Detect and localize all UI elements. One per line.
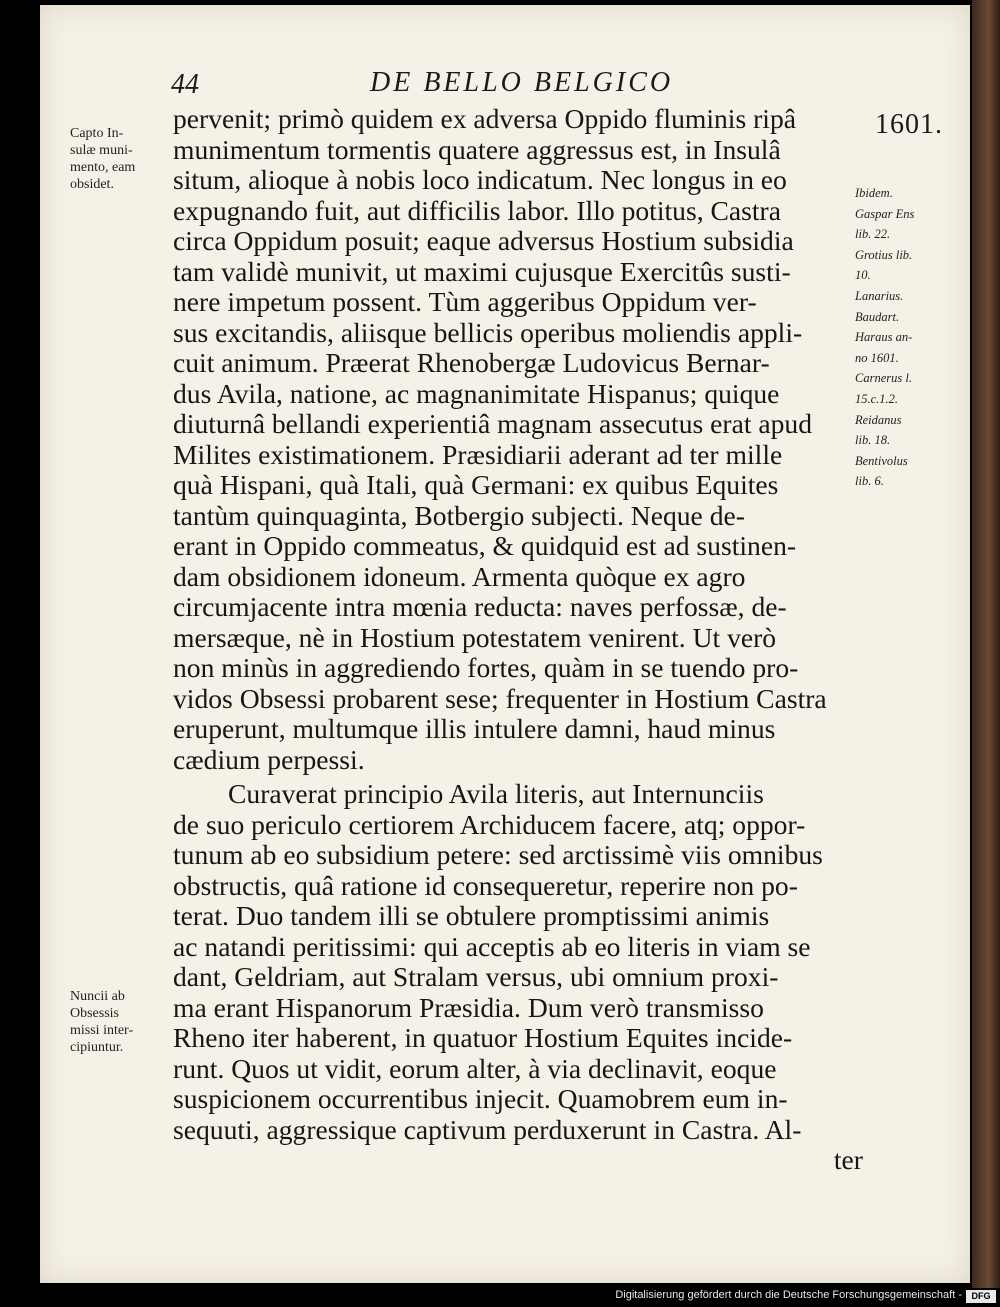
- text-line: quà Hispani, quà Itali, quà Germani: ex quibus Equites: [173, 469, 779, 500]
- citation-line: lib. 18.: [855, 433, 891, 448]
- margin-note-line: obsidet.: [70, 177, 114, 192]
- text-line: circa Oppidum posuit; eaque adversus Hostium subsidia: [173, 225, 794, 256]
- citation-line: Ibidem.: [855, 186, 893, 200]
- running-head-title: DE BELLO BELGICO: [370, 67, 674, 98]
- margin-note-line: missi inter-: [70, 1023, 134, 1038]
- text-line: ma erant Hispanorum Præsidia. Dum verò transmisso: [173, 991, 764, 1023]
- citation-line: Reidanus: [855, 412, 902, 427]
- margin-note-line: Capto In-: [70, 126, 124, 141]
- margin-note-line: Obsessis: [70, 1006, 120, 1021]
- text-line: suspicionem occurrentibus injecit. Quamobrem eum in-: [173, 1083, 788, 1114]
- text-line: Milites existimationem. Præsidiarii aderant ad ter mille: [173, 438, 783, 470]
- text-line: Curaverat principio Avila literis, aut Internunciis: [228, 778, 764, 809]
- text-line: dant, Geldriam, aut Stralam versus, ubi omnium proxi-: [173, 961, 779, 992]
- footer-bar: [0, 1288, 1000, 1307]
- citation-line: Baudart.: [855, 309, 900, 324]
- text-line: cædium perpessi.: [173, 743, 365, 775]
- text-line: expugnando fuit, aut difficilis labor. Illo potitus, Castra: [173, 194, 781, 226]
- running-header: [40, 65, 970, 105]
- margin-note-line: sulæ muni-: [70, 143, 133, 158]
- citation-line: Gaspar Ens: [855, 206, 915, 221]
- book-edge: [972, 0, 1000, 1290]
- citation-line: 10.: [855, 268, 871, 283]
- margin-citations: [855, 183, 955, 492]
- text-line: dam obsidionem idoneum. Armenta quòque ex agro: [173, 560, 746, 592]
- citation-line: lib. 22.: [855, 227, 891, 242]
- book-page: [40, 5, 970, 1283]
- citation-line: no 1601.: [855, 350, 899, 365]
- text-line: terat. Duo tandem illi se obtulere promptissimi animis: [173, 900, 770, 931]
- margin-note-line: Nuncii ab: [70, 989, 125, 1004]
- text-line: sus excitandis, aliisque bellicis operibus moliendis appli-: [173, 316, 803, 348]
- text-line: tunum ab eo subsidium petere: sed arctissimè viis omnibus: [173, 839, 823, 870]
- catchword: ter: [833, 1144, 863, 1175]
- text-line: nere impetum possent. Tùm aggeribus Oppidum ver-: [173, 286, 757, 317]
- text-line: eruperunt, multumque illis intulere damni, haud minus: [173, 713, 776, 744]
- citation-line: Haraus an-: [855, 330, 913, 345]
- text-line: mersæque, nè in Hostium potestatem venirent. Ut verò: [173, 621, 777, 653]
- text-line: vidos Obsessi probarent sese; frequenter in Hostium Castra: [173, 682, 827, 714]
- citation-line: 15.c.1.2.: [855, 391, 899, 406]
- text-line: Rheno iter haberent, in quatuor Hostium Equites incide-: [173, 1022, 793, 1053]
- margin-note-messengers: [70, 988, 160, 1056]
- text-line: pervenit; primò quidem ex adversa Oppido fluminis ripâ: [173, 103, 797, 134]
- citation-line: lib. 6.: [855, 474, 884, 489]
- margin-note-line: cipiuntur.: [70, 1040, 124, 1055]
- text-line: cuit animum. Præerat Rhenobergæ Ludovicus Bernar-: [173, 347, 770, 378]
- text-line: ac natandi peritissimi: qui acceptis ab eo literis in viam se: [173, 930, 811, 962]
- text-line: munimentum tormentis quatere aggressus est, in Insulâ: [173, 133, 781, 165]
- text-line: erant in Oppido commeatus, & quidquid est ad sustinen-: [173, 530, 797, 561]
- text-line: situm, alioque à nobis loco indicatum. Nec longus in eo: [173, 164, 787, 195]
- text-line: circumjacente intra mœnia reducta: naves perfossæ, de-: [173, 591, 787, 622]
- text-line: non minùs in aggrediendo fortes, quàm in se tuendo pro-: [173, 652, 799, 683]
- text-line: tam validè munivit, ut maximi cujusque Exercitûs susti-: [173, 255, 791, 287]
- text-line: sequuti, aggressique captivum perduxerunt in Castra. Al-: [173, 1113, 802, 1145]
- year-label: 1601.: [875, 109, 943, 140]
- margin-note-capture: [70, 125, 160, 193]
- text-line: de suo periculo certiorem Archiducem facere, atq; oppor-: [173, 808, 806, 840]
- citation-line: Grotius lib.: [855, 247, 913, 262]
- citation-line: Carnerus l.: [855, 371, 912, 386]
- text-line: obstructis, quâ ratione id consequeretur, reperire non po-: [173, 869, 798, 901]
- dfg-logo: DFG: [966, 1290, 996, 1303]
- text-line: dus Avila, natione, ac magnanimitate Hispanus; quique: [173, 377, 780, 409]
- margin-note-line: mento, eam: [70, 160, 136, 175]
- main-text: [173, 104, 863, 1176]
- text-line: diuturnâ bellandi experientiâ magnam assecutus erat apud: [173, 408, 813, 439]
- citation-line: Bentivolus: [855, 453, 908, 468]
- text-line: runt. Quos ut vidit, eorum alter, à via declinavit, eoque: [173, 1052, 777, 1084]
- text-line: tantùm quinquaginta, Botbergio subjecti. Neque de-: [173, 499, 745, 531]
- page-number: 44: [171, 69, 199, 100]
- funding-notice: Digitalisierung gefördert durch die Deutsche Forschungsgemeinschaft -: [615, 1289, 962, 1301]
- citation-line: Lanarius.: [855, 288, 904, 303]
